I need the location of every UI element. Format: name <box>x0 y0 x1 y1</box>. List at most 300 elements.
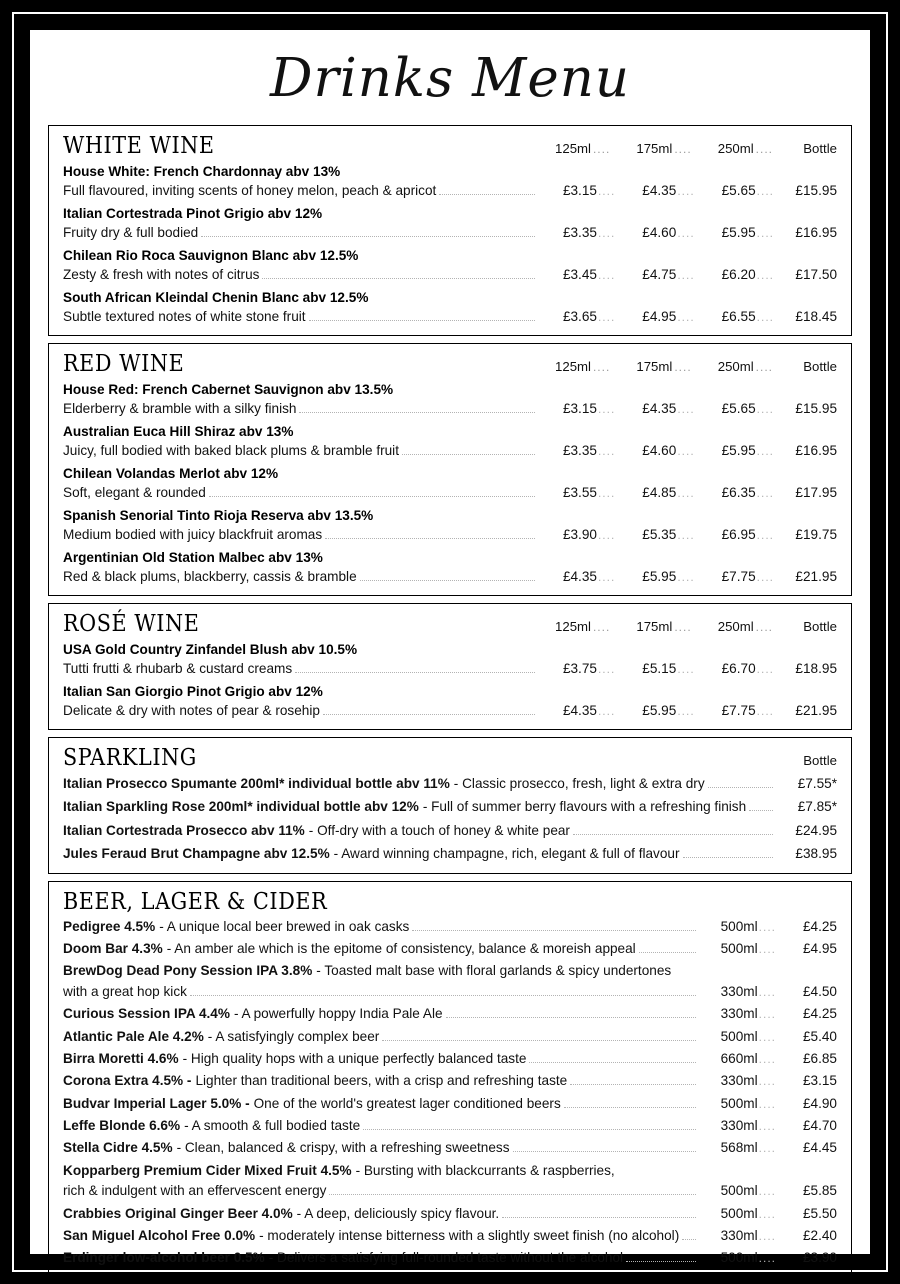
list-item[interactable] <box>63 380 837 419</box>
list-item[interactable] <box>63 1049 837 1069</box>
price-cell: £5.95 <box>721 443 756 459</box>
item-description: - High quality hops with a unique perfectly balanced taste <box>182 1050 527 1066</box>
price-cell: £7.55* <box>797 776 837 791</box>
price-dots: .... <box>756 486 774 501</box>
list-item[interactable] <box>63 1248 837 1268</box>
price-dots: .... <box>756 704 774 719</box>
section-header <box>63 611 837 637</box>
item-price-row <box>63 1226 837 1246</box>
item-name: South African Kleindal Chenin Blanc abv 12.5% <box>63 290 369 305</box>
item-name: Atlantic Pale Ale 4.2% <box>63 1028 204 1044</box>
section-title: SPARKLING <box>63 745 197 771</box>
price-dots: .... <box>756 184 774 199</box>
list-item[interactable] <box>63 797 837 817</box>
volume-cell: 500ml <box>720 940 758 956</box>
price-cell: £3.15 <box>562 183 597 199</box>
price-dots: .... <box>758 941 776 956</box>
dot-leader <box>412 930 695 931</box>
item-description: Red & black plums, blackberry, cassis & bramble <box>63 569 357 585</box>
price-cell: £21.95 <box>795 569 837 585</box>
item-description: - A smooth & full bodied taste <box>184 1118 361 1134</box>
dot-leader <box>446 1017 696 1018</box>
price-cell: £5.65 <box>721 401 756 417</box>
column-header: 125ml <box>555 359 591 374</box>
volume-cell: 500ml <box>720 1028 758 1044</box>
list-item[interactable] <box>63 1094 837 1114</box>
dot-leader <box>439 194 535 195</box>
price-cell: £5.65 <box>721 183 756 199</box>
dot-leader <box>682 1239 695 1240</box>
item-name: San Miguel Alcohol Free 0.0% <box>63 1228 256 1244</box>
price-dots: .... <box>758 1074 776 1089</box>
column-header-dots: .... <box>592 360 611 374</box>
item-description: Full flavoured, inviting scents of honey melon, peach & apricot <box>63 183 437 199</box>
price-dots: .... <box>677 226 695 241</box>
column-header: 175ml <box>636 141 673 156</box>
item-description: Tutti frutti & rhubarb & custard creams <box>63 661 293 677</box>
item-price-row <box>63 939 837 959</box>
price-cell: £4.25 <box>802 918 837 934</box>
item-name: Curious Session IPA 4.4% <box>63 1006 230 1022</box>
dot-leader <box>382 1040 695 1041</box>
price-cell: £15.95 <box>795 401 837 417</box>
section-header <box>63 889 837 915</box>
price-cell: £4.35 <box>642 401 677 417</box>
price-dots: .... <box>758 1051 776 1066</box>
item-description: - Bursting with blackcurrants & raspberries, <box>355 1162 615 1178</box>
column-header: 250ml <box>717 619 754 634</box>
section-header <box>63 133 837 159</box>
section-title: BEER, LAGER & CIDER <box>63 888 328 915</box>
price-dots: .... <box>756 226 774 241</box>
price-cell: £3.15 <box>802 1073 837 1089</box>
price-cell: £17.95 <box>795 485 837 501</box>
list-item[interactable] <box>63 961 837 1002</box>
column-header-dots: .... <box>755 142 773 156</box>
price-cell: £18.95 <box>795 661 837 677</box>
price-cell: £4.35 <box>642 183 677 199</box>
price-dots: .... <box>758 984 776 999</box>
price-dots: .... <box>756 310 774 325</box>
price-dots: .... <box>756 402 774 417</box>
column-header: 175ml <box>636 619 673 634</box>
item-name: Australian Euca Hill Shiraz abv 13% <box>63 424 294 439</box>
list-item[interactable] <box>63 464 837 503</box>
item-name: Pedigree 4.5% <box>63 918 156 934</box>
volume-cell: 500ml <box>720 918 758 934</box>
item-name: BrewDog Dead Pony Session IPA 3.8% <box>63 963 313 979</box>
list-item[interactable] <box>63 162 837 201</box>
item-price-row <box>63 307 837 327</box>
item-price-row <box>63 1248 837 1268</box>
price-cell: £3.90 <box>802 1250 837 1266</box>
list-item[interactable] <box>63 246 837 285</box>
dot-leader <box>360 580 535 581</box>
price-cell: £3.35 <box>562 225 597 241</box>
price-dots: .... <box>597 486 616 501</box>
price-dots: .... <box>758 919 776 934</box>
dot-leader <box>402 454 535 455</box>
volume-cell: 568ml <box>720 1140 758 1156</box>
column-header: 250ml <box>717 359 754 374</box>
dot-leader <box>529 1062 695 1063</box>
item-name: Kopparberg Premium Cider Mixed Fruit 4.5% <box>63 1162 352 1178</box>
price-dots: .... <box>756 444 774 459</box>
dot-leader <box>309 320 535 321</box>
dot-leader <box>639 952 696 953</box>
item-price-row <box>63 1094 837 1114</box>
item-description: - An amber ale which is the epitome of consistency, balance & moreish appeal <box>166 940 636 956</box>
item-description: - A powerfully hoppy India Pale Ale <box>233 1006 443 1022</box>
price-dots: .... <box>677 570 695 585</box>
item-description: - A unique local beer brewed in oak casks <box>159 918 410 934</box>
price-cell: £4.60 <box>642 443 677 459</box>
price-cell: £3.15 <box>562 401 597 417</box>
price-dots: .... <box>597 528 616 543</box>
price-cell: £6.55 <box>721 309 756 325</box>
price-dots: .... <box>677 444 695 459</box>
item-price-row <box>63 265 837 285</box>
price-cell: £5.95 <box>642 569 677 585</box>
list-item[interactable] <box>63 1161 837 1202</box>
list-item[interactable] <box>63 1027 837 1047</box>
item-name: Spanish Senorial Tinto Rioja Reserva abv 13.5% <box>63 508 374 523</box>
price-dots: .... <box>677 184 695 199</box>
price-cell: £4.35 <box>562 569 597 585</box>
price-cell: £5.35 <box>642 527 677 543</box>
column-header: 175ml <box>636 359 673 374</box>
list-item[interactable] <box>63 844 837 864</box>
dot-leader <box>329 1194 695 1195</box>
item-description: Soft, elegant & rounded <box>63 485 206 501</box>
dot-leader <box>295 672 535 673</box>
column-header-dots: .... <box>755 360 773 374</box>
item-name: Doom Bar 4.3% <box>63 940 163 956</box>
price-cell: £17.50 <box>795 267 837 283</box>
price-dots: .... <box>677 486 695 501</box>
dot-leader <box>363 1129 695 1130</box>
item-price-row <box>63 441 837 461</box>
price-cell: £2.40 <box>802 1228 837 1244</box>
price-cell: £18.45 <box>795 309 837 325</box>
dot-leader <box>708 787 773 788</box>
item-name: Italian Cortestrada Prosecco abv 11% <box>63 822 305 838</box>
item-price-row <box>63 1027 837 1047</box>
column-header: Bottle <box>803 619 837 634</box>
item-description: Juicy, full bodied with baked black plums & bramble fruit <box>63 443 399 459</box>
item-price-row <box>63 659 837 679</box>
list-item[interactable] <box>63 1226 837 1246</box>
price-cell: £6.95 <box>721 527 756 543</box>
dot-leader <box>209 496 535 497</box>
list-item[interactable] <box>63 422 837 461</box>
price-dots: .... <box>758 1119 776 1134</box>
item-name: House White: French Chardonnay abv 13% <box>63 164 341 179</box>
column-headers <box>531 141 837 156</box>
price-cell: £7.75 <box>721 569 756 585</box>
dot-leader <box>513 1151 696 1152</box>
item-name: Italian Prosecco Spumante 200ml* individual bottle abv 11% <box>63 776 450 791</box>
price-cell: £3.65 <box>562 309 597 325</box>
price-dots: .... <box>758 1096 776 1111</box>
item-description: One of the world's greatest lager conditioned beers <box>253 1095 561 1111</box>
price-cell: £16.95 <box>795 443 837 459</box>
item-price-row <box>63 567 837 587</box>
price-dots: .... <box>758 1229 776 1244</box>
volume-cell: 500ml <box>720 1183 758 1199</box>
column-headers <box>531 619 837 634</box>
item-description: - A satisfyingly complex beer <box>207 1028 380 1044</box>
item-price-row <box>63 1071 837 1091</box>
dot-leader <box>262 278 535 279</box>
price-cell: £19.75 <box>795 527 837 543</box>
item-name: Crabbies Original Ginger Beer 4.0% <box>63 1205 293 1221</box>
price-dots: .... <box>758 1029 776 1044</box>
item-name: House Red: French Cabernet Sauvignon abv 13.5% <box>63 382 394 397</box>
item-description: - Off-dry with a touch of honey & white pear <box>308 822 570 838</box>
dot-leader <box>564 1107 696 1108</box>
section-sparkling <box>48 737 852 874</box>
item-description: - Delivers a satisfying full-rounded taste without the alcohol <box>268 1250 624 1266</box>
price-cell: £21.95 <box>795 703 837 719</box>
price-cell: £5.95 <box>721 225 756 241</box>
item-description-continued: rich & indulgent with an effervescent energy <box>63 1183 327 1199</box>
price-cell: £7.75 <box>721 703 756 719</box>
list-item[interactable] <box>63 506 837 545</box>
price-cell: £5.50 <box>802 1205 837 1221</box>
item-description: Lighter than traditional beers, with a crisp and refreshing taste <box>195 1073 568 1089</box>
item-description: Elderberry & bramble with a silky finish <box>63 401 297 417</box>
price-dots: .... <box>597 662 616 677</box>
section-title: RED WINE <box>63 351 185 377</box>
item-name: Stella Cidre 4.5% <box>63 1140 173 1156</box>
item-name: Erdinger low-alcohol beer 0.5% <box>63 1250 265 1266</box>
price-cell: £5.85 <box>802 1183 837 1199</box>
item-name: Jules Feraud Brut Champagne abv 12.5% <box>63 846 330 862</box>
dot-leader <box>683 857 773 858</box>
price-dots: .... <box>756 268 774 283</box>
price-dots: .... <box>677 704 695 719</box>
frame-band <box>14 14 886 1270</box>
section-white-wine <box>48 125 852 336</box>
price-cell: £38.95 <box>795 846 837 862</box>
item-name: Birra Moretti 4.6% <box>63 1050 179 1066</box>
item-price-row <box>63 223 837 243</box>
list-item[interactable] <box>63 774 837 794</box>
item-title-row <box>63 1161 837 1181</box>
price-dots: .... <box>597 184 616 199</box>
item-title-row <box>63 961 837 981</box>
price-cell: £3.45 <box>562 267 597 283</box>
list-item[interactable] <box>63 821 837 841</box>
volume-cell: 330ml <box>720 1228 758 1244</box>
price-cell: £5.95 <box>642 703 677 719</box>
price-cell: £5.15 <box>642 661 677 677</box>
column-header-dots: .... <box>674 142 692 156</box>
item-description: - Toasted malt base with floral garlands & spicy undertones <box>316 963 672 979</box>
price-dots: .... <box>758 1007 776 1022</box>
column-header: Bottle <box>803 753 837 768</box>
item-price-row <box>63 1138 837 1158</box>
price-cell: £4.95 <box>642 309 677 325</box>
item-name: Italian Cortestrada Pinot Grigio abv 12% <box>63 206 323 221</box>
price-dots: .... <box>677 528 695 543</box>
item-price-row <box>63 1004 837 1024</box>
item-price-row <box>63 399 837 419</box>
section-title: ROSÉ WINE <box>63 611 200 637</box>
price-cell: £4.25 <box>802 1006 837 1022</box>
section-red-wine <box>48 343 852 596</box>
list-item[interactable] <box>63 548 837 587</box>
price-dots: .... <box>597 402 616 417</box>
item-price-row <box>63 181 837 201</box>
price-dots: .... <box>756 528 774 543</box>
item-description-continued: with a great hop kick <box>63 983 187 999</box>
dot-leader <box>190 995 696 996</box>
item-name: Budvar Imperial Lager 5.0% - <box>63 1095 250 1111</box>
price-cell: £3.35 <box>562 443 597 459</box>
column-header: Bottle <box>803 359 837 374</box>
item-price-row <box>63 982 837 1002</box>
section-title: WHITE WINE <box>63 133 215 159</box>
price-dots: .... <box>597 310 616 325</box>
price-dots: .... <box>758 1206 776 1221</box>
price-dots: .... <box>756 662 774 677</box>
price-cell: £6.70 <box>721 661 756 677</box>
price-dots: .... <box>597 268 616 283</box>
volume-cell: 330ml <box>720 983 758 999</box>
item-name: Leffe Blonde 6.6% <box>63 1118 181 1134</box>
price-cell: £4.90 <box>802 1095 837 1111</box>
list-item[interactable] <box>63 917 837 937</box>
section-header <box>63 745 837 771</box>
price-cell: £24.95 <box>795 822 837 838</box>
price-cell: £3.55 <box>562 485 597 501</box>
item-description: - A deep, deliciously spicy flavour. <box>296 1205 500 1221</box>
item-description: Medium bodied with juicy blackfruit aromas <box>63 527 323 543</box>
dot-leader <box>323 714 535 715</box>
price-dots: .... <box>677 662 695 677</box>
price-cell: £5.40 <box>802 1028 837 1044</box>
item-name: Argentinian Old Station Malbec abv 13% <box>63 550 323 565</box>
section-rose-wine <box>48 603 852 730</box>
price-cell: £4.45 <box>802 1140 837 1156</box>
list-item[interactable] <box>63 1071 837 1091</box>
price-cell: £6.35 <box>721 485 756 501</box>
item-description: - moderately intense bitterness with a slightly sweet finish (no alcohol) <box>259 1228 680 1244</box>
page-title: Drinks Menu <box>270 48 630 109</box>
item-description: - Full of summer berry flavours with a refreshing finish <box>422 799 747 815</box>
column-headers <box>531 359 837 374</box>
price-dots: .... <box>677 268 695 283</box>
item-price-row <box>63 1204 837 1224</box>
item-name: Chilean Volandas Merlot abv 12% <box>63 466 279 481</box>
column-header: 250ml <box>717 141 754 156</box>
price-dots: .... <box>758 1251 776 1266</box>
item-price-row <box>63 483 837 503</box>
column-headers <box>775 753 837 768</box>
price-cell: £4.85 <box>642 485 677 501</box>
price-dots: .... <box>597 570 616 585</box>
price-cell: £4.70 <box>802 1118 837 1134</box>
price-cell: £4.35 <box>562 703 597 719</box>
volume-cell: 500ml <box>720 1205 758 1221</box>
list-item[interactable] <box>63 640 837 679</box>
price-cell: £4.95 <box>802 940 837 956</box>
price-cell: £3.75 <box>562 661 597 677</box>
list-item[interactable] <box>63 1204 837 1224</box>
column-header-dots: .... <box>592 142 611 156</box>
dot-leader <box>201 236 535 237</box>
item-description: - Classic prosecco, fresh, light & extra dry <box>453 776 705 791</box>
dot-leader <box>502 1217 695 1218</box>
column-header: 125ml <box>555 619 591 634</box>
item-price-row <box>63 1181 837 1201</box>
list-item[interactable] <box>63 1138 837 1158</box>
volume-cell: 500ml <box>720 1095 758 1111</box>
menu-sections <box>48 125 852 1278</box>
item-description: Delicate & dry with notes of pear & rosehip <box>63 703 320 719</box>
item-price-row <box>63 1049 837 1069</box>
item-price-row <box>63 525 837 545</box>
price-dots: .... <box>597 444 616 459</box>
dot-leader <box>299 412 535 413</box>
section-beer-lager-cider <box>48 881 852 1278</box>
price-cell: £4.50 <box>802 983 837 999</box>
dot-leader <box>749 810 773 811</box>
item-description: Zesty & fresh with notes of citrus <box>63 267 260 283</box>
dot-leader <box>570 1084 695 1085</box>
volume-cell: 330ml <box>720 1118 758 1134</box>
column-header-dots: .... <box>592 620 611 634</box>
price-cell: £3.90 <box>562 527 597 543</box>
column-header: Bottle <box>803 141 837 156</box>
price-cell: £7.85* <box>797 799 837 815</box>
volume-cell: 500ml <box>720 1250 758 1266</box>
price-cell: £15.95 <box>795 183 837 199</box>
item-description: - Award winning champagne, rich, elegant & full of flavour <box>333 846 680 862</box>
section-header <box>63 351 837 377</box>
item-description: Subtle textured notes of white stone fruit <box>63 309 306 325</box>
list-item[interactable] <box>63 1116 837 1136</box>
list-item[interactable] <box>63 682 837 721</box>
list-item[interactable] <box>63 939 837 959</box>
dot-leader <box>325 538 535 539</box>
dot-leader <box>573 834 773 835</box>
item-description: - Clean, balanced & crispy, with a refreshing sweetness <box>176 1140 510 1156</box>
frame-hairline <box>12 12 888 1272</box>
item-name: Italian San Giorgio Pinot Grigio abv 12% <box>63 684 323 699</box>
column-header-dots: .... <box>755 620 773 634</box>
item-name: Italian Sparkling Rose 200ml* individual bottle abv 12% <box>63 799 419 815</box>
list-item[interactable] <box>63 1004 837 1024</box>
price-cell: £6.85 <box>802 1050 837 1066</box>
volume-cell: 660ml <box>720 1050 758 1066</box>
item-name: Chilean Rio Roca Sauvignon Blanc abv 12.5% <box>63 248 359 263</box>
volume-cell: 330ml <box>720 1073 758 1089</box>
price-dots: .... <box>677 310 695 325</box>
price-dots: .... <box>756 570 774 585</box>
price-cell: £6.20 <box>721 267 756 283</box>
price-dots: .... <box>677 402 695 417</box>
price-cell: £16.95 <box>795 225 837 241</box>
menu-page <box>30 30 870 1266</box>
item-description: Fruity dry & full bodied <box>63 225 199 241</box>
price-dots: .... <box>758 1141 776 1156</box>
item-price-row <box>63 1116 837 1136</box>
list-item[interactable] <box>63 204 837 243</box>
list-item[interactable] <box>63 288 837 327</box>
